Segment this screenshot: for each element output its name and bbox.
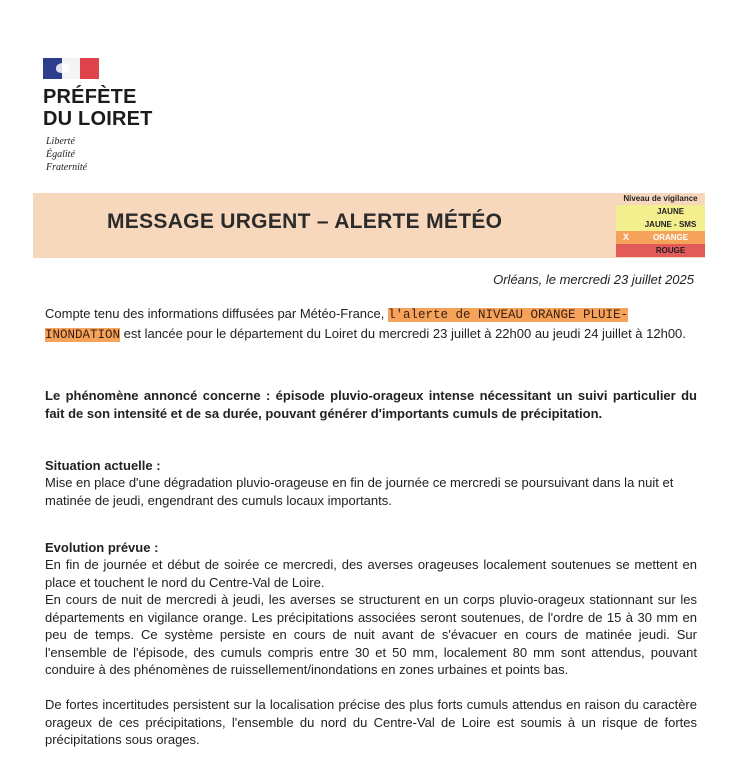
date-line: Orléans, le mercredi 23 juillet 2025 [493, 272, 694, 287]
vigilance-selected-mark: X [622, 232, 629, 242]
motto-fraternite: Fraternité [46, 162, 88, 173]
prefecture-line-2: DU LOIRET [43, 108, 153, 130]
motto-egalite: Égalité [46, 149, 75, 160]
flag-red-band [80, 58, 99, 79]
situation-heading: Situation actuelle : [45, 458, 161, 473]
situation-text: Mise en place d'une dégradation pluvio-orageuse en fin de journée ce mercredi se poursuivant dans la nuit et matinée de jeudi, engendrant des cumuls locaux importants. [45, 475, 674, 508]
evolution-heading: Evolution prévue : [45, 540, 159, 555]
vigilance-level-label: JAUNE - SMS [644, 220, 697, 229]
evolution-paragraph-2: En cours de nuit de mercredi à jeudi, les averses se structurent en un corps pluvio-orageux stationnant sur les départements en vigilance orange. Les précipitations associées seront soutenues, de l'ordre de 15 à 30 mm en peu de temps. Ce système persiste en cours de nuit avant de s'évacuer en cours de matinée jeudi. Sur l'ensemble de l'épisode, des cumuls compris entre 30 et 50 mm, localement 80 mm sont attendus, pouvant conduire à des phénomènes de ruissellement/inondations en zones urbaines et points bas. [45, 592, 697, 677]
motto-liberte: Liberté [46, 136, 75, 147]
prefecture-line-1: PRÉFÈTE [43, 86, 137, 108]
vigilance-mark [616, 244, 636, 257]
intro-text-before: Compte tenu des informations diffusées par Météo-France, [45, 306, 388, 321]
evolution-paragraph-3: De fortes incertitudes persistent sur la localisation précise des plus forts cumuls attendus en raison du caractère orageux de ces précipitations, l'ensemble du nord du Centre-Val de Loire est soumis à un risque de fortes précipitations sous orages. [45, 697, 697, 747]
vigilance-level-label: ORANGE [652, 233, 689, 242]
vigilance-legend [616, 193, 705, 257]
vigilance-level-label: JAUNE [656, 207, 685, 216]
republic-motto [46, 135, 87, 174]
vigilance-mark [616, 218, 636, 231]
vigilance-legend-title: Niveau de vigilance [623, 194, 698, 203]
alert-level-highlight: l'alerte de NIVEAU ORANGE PLUIE-INONDATION [45, 308, 629, 342]
intro-paragraph [45, 305, 697, 344]
vigilance-level-jaune [616, 205, 705, 218]
vigilance-mark [616, 205, 636, 218]
alert-title: MESSAGE URGENT – ALERTE MÉTÉO [107, 210, 503, 233]
vigilance-level-orange [616, 231, 705, 244]
vigilance-level-label: ROUGE [655, 246, 686, 255]
prefecture-name [43, 86, 193, 130]
vigilance-level-jaune-sms [616, 218, 705, 231]
evolution-paragraph-1: En fin de journée et début de soirée ce mercredi, des averses orageuses localement soutenues se mettent en place et touchent le nord du Centre-Val de Loire. [45, 557, 697, 590]
vigilance-level-rouge [616, 244, 705, 257]
intro-text-after: est lancée pour le département du Loiret du mercredi 23 juillet à 22h00 au jeudi 24 juillet à 12h00. [120, 325, 686, 341]
republic-flag-logo [43, 58, 99, 79]
phenomenon-paragraph: Le phénomène annoncé concerne : épisode pluvio-orageux intense nécessitant un suivi particulier du fait de son intensité et de sa durée, pouvant générer d'importants cumuls de précipitation. [45, 388, 697, 421]
flag-white-band [62, 58, 81, 79]
